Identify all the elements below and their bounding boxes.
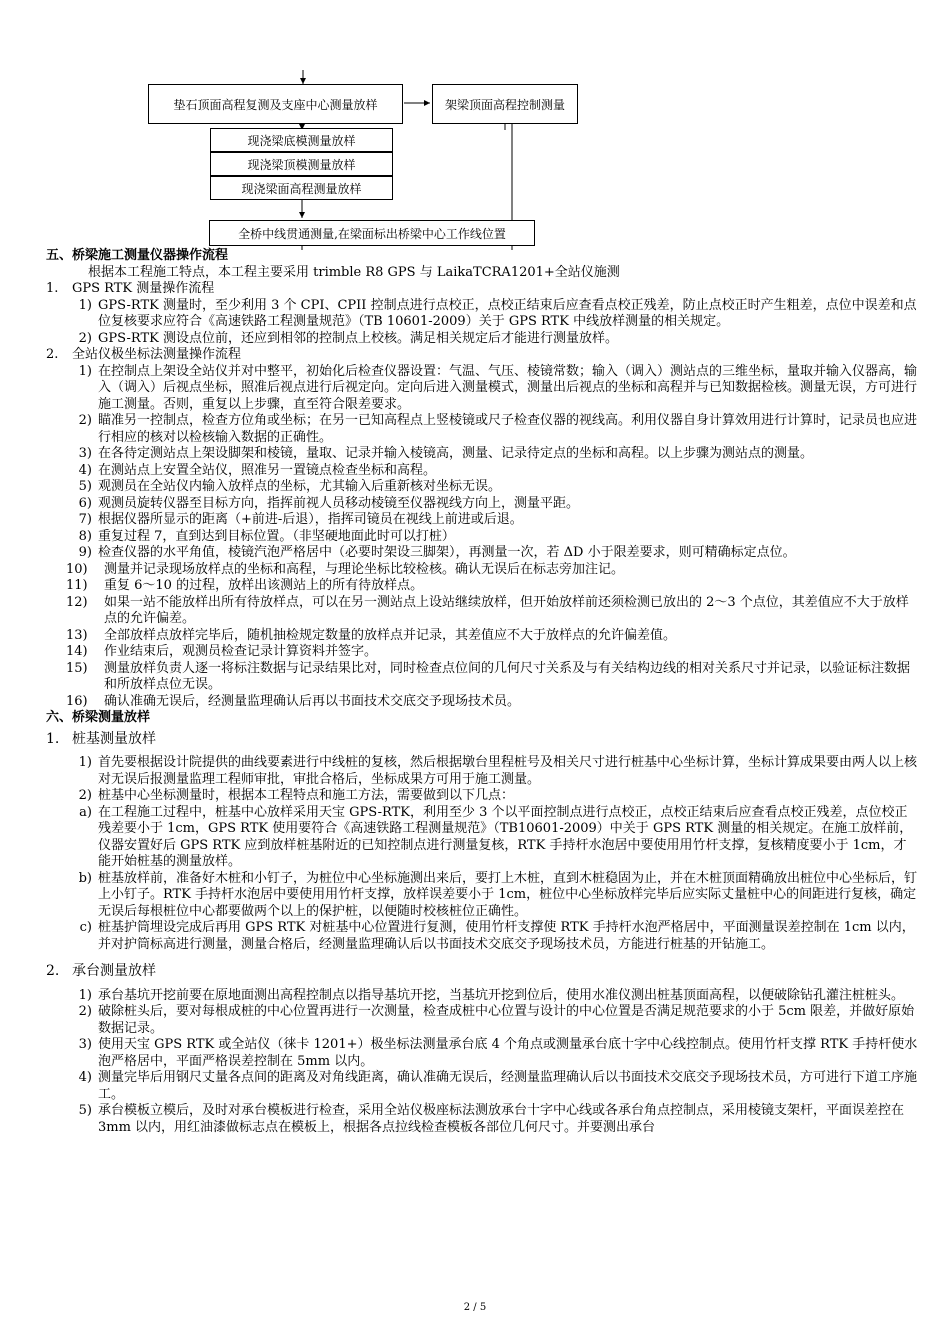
subsection-title: 承台测量放样 — [72, 963, 156, 979]
item-number: 4) — [78, 462, 92, 478]
section-6-title: 六、桥梁测量放样 — [46, 710, 151, 725]
item-number: 14) — [66, 644, 88, 659]
list-item — [46, 578, 918, 595]
item-text: 重复 6～10 的过程，放样出该测站上的所有待放样点。 — [104, 578, 424, 593]
section-5-intro: 根据本工程施工特点，本工程主要采用 trimble R8 GPS 与 LaikaTCRA1201+全站仪施测 — [88, 264, 620, 280]
list-item — [46, 562, 918, 579]
item-text: 测量完毕后用钢尺丈量各点间的距离及对角线距离，确认准确无误后，经测量监理确认后以书面技术交底交予现场技术员，方可进行下道工序施工。 — [98, 1070, 918, 1102]
item-number: c) — [79, 920, 92, 935]
item-text: 瞄准另一控制点，检查方位角或坐标；在另一已知高程点上竖棱镜或尺子检查仪器的视线高。利用仪器自身计算效用进行计算时，记录员也应进行相应的核对以检核输入数据的正确性。 — [98, 413, 918, 445]
flow-box-beam-elevation-control: 架梁顶面高程控制测量 — [432, 84, 578, 124]
subsection-number: 2. — [46, 347, 59, 362]
item-number: a) — [79, 804, 92, 820]
item-text: 在各待定测站点上架设脚架和棱镜，量取、记录并输入棱镜高，测量、记录待定点的坐标和高程。以上步骤为测站点的测量。 — [98, 446, 814, 461]
item-number: 1) — [78, 755, 92, 770]
item-number: 3) — [78, 446, 92, 461]
list-item — [46, 595, 918, 628]
section-5-title: 五、桥梁施工测量仪器操作流程 — [46, 248, 229, 263]
list-item — [46, 364, 918, 414]
item-text: 破除桩头后，要对每根成桩的中心位置再进行一次测量，检查成桩中心位置与设计的中心位置是否满足规范要求的小于 5cm 限差，并做好原始数据记录。 — [98, 1004, 915, 1036]
item-text: 测量并记录现场放样点的坐标和高程，与理论坐标比较检核。确认无误后在标志旁加注记。 — [104, 561, 625, 577]
item-text: GPS-RTK 测设点位前，还应到相邻的控制点上校核。满足相关规定后才能进行测量放样。 — [98, 330, 618, 346]
sec5-subsection-1 — [46, 281, 918, 298]
document-body — [46, 248, 918, 1136]
item-number: 15) — [66, 660, 88, 676]
item-text: 如果一站不能放样出所有待放样点，可以在另一测站点上设站继续放样，但开始放样前还须检测已放出的 2～3 个点位，其差值应不大于放样点的允许偏差。 — [104, 594, 909, 626]
list-item — [46, 805, 918, 871]
subsection-title: 桩基测量放样 — [72, 730, 156, 747]
list-item — [46, 920, 918, 953]
list-item — [46, 331, 918, 348]
item-text: 确认准确无误后，经测量监理确认后再以书面技术交底交予现场技术员。 — [104, 693, 521, 709]
item-number: 4) — [78, 1070, 92, 1085]
list-item — [46, 1037, 918, 1070]
subsection-title: GPS RTK 测量操作流程 — [72, 281, 215, 296]
item-text: 测量放样负责人逐一将标注数据与记录结果比对，同时检查点位间的几何尺寸关系及与有关结构边线的相对关系尺寸并记录，以验证标注数据和所放样点位无误。 — [104, 660, 911, 692]
sec6-subsection-2 — [46, 963, 918, 980]
subsection-number: 2. — [46, 963, 60, 979]
item-text: 桩基放样前，准备好木桩和小钉子，为桩位中心坐标施测出来后，要打上木桩，直到木桩稳固为止，并在木桩顶面精确放出桩位中心坐标后，钉上小钉子。RTK 手持杆水泡居中要使用用竹杆支撑，放样误差要小于 1cm，桩位中心坐标放样完毕后应实际丈量桩中心的间距进行复核，确定无误后每根桩位中心都要做两个以上的保护桩，以便随时校核桩位正确性。 — [98, 870, 918, 919]
subsection-title: 全站仪极坐标法测量操作流程 — [72, 347, 242, 362]
list-item — [46, 529, 918, 546]
item-text: GPS-RTK 测量时，至少利用 3 个 CPI、CPII 控制点进行点校正，点校正结束后应查看点校正残差，防止点校正时产生粗差，点位中误差和点位复核要求应符合《高速铁路工程测量规范》（TB 10601-2009）关于 GPS RTK 中线放样测量的相关规定。 — [98, 297, 917, 329]
flow-box-top-form: 现浇梁顶模测量放样 — [210, 152, 393, 176]
item-number: 2) — [78, 413, 92, 428]
item-text: 在测站点上安置全站仪，照准另一置镜点检查坐标和高程。 — [98, 462, 437, 478]
item-number: 16) — [66, 693, 88, 709]
list-item — [46, 545, 918, 562]
flow-box-bottom-form: 现浇梁底模测量放样 — [210, 128, 393, 152]
item-text: 重复过程 7，直到达到目标位置。（非坚硬地面此时可以打桩） — [98, 528, 455, 544]
list-item — [46, 413, 918, 446]
item-number: 2) — [78, 1004, 92, 1019]
item-text: 承台基坑开挖前要在原地面测出高程控制点以指导基坑开挖，当基坑开挖到位后，使用水准仪测出桩基顶面高程，以便破除钻孔灌注桩桩头。 — [98, 987, 905, 1003]
subsection-number: 1. — [46, 281, 59, 296]
flow-box-deck-elevation: 现浇梁面高程测量放样 — [210, 176, 393, 200]
list-item — [46, 628, 918, 645]
item-number: 3) — [78, 1037, 92, 1052]
item-number: 12) — [66, 594, 88, 610]
item-number: 5) — [78, 1103, 92, 1118]
list-item — [46, 512, 918, 529]
flow-box-bearing-survey: 垫石顶面高程复测及支座中心测量放样 — [148, 84, 403, 124]
item-number: 7) — [78, 512, 92, 527]
item-number: b) — [78, 870, 92, 886]
list-item — [46, 298, 918, 331]
flow-box-centerline-survey: 全桥中线贯通测量,在梁面标出桥梁中心工作线位置 — [209, 220, 535, 246]
list-item — [46, 694, 918, 711]
item-text: 观测员在全站仪内输入放样点的坐标，尤其输入后重新核对坐标无误。 — [98, 479, 502, 494]
item-number: 8) — [78, 528, 92, 544]
item-number: 6) — [78, 495, 92, 511]
item-number: 9) — [78, 545, 92, 560]
list-item — [46, 788, 918, 805]
subsection-number: 1. — [46, 730, 60, 747]
page-number: 2 / 5 — [463, 1302, 487, 1313]
list-item — [46, 1103, 918, 1136]
item-text: 根据仪器所显示的距离（+前进-后退），指挥司镜员在视线上前进或后退。 — [98, 512, 523, 527]
item-number: 13) — [66, 627, 88, 643]
item-number: 11) — [66, 578, 88, 593]
sec5-subsection-2 — [46, 347, 918, 364]
item-number: 5) — [78, 479, 92, 494]
sec6-list-1 — [46, 755, 918, 953]
item-text: 在工程施工过程中，桩基中心放样采用天宝 GPS-RTK，利用至少 3 个以平面控制点进行点校正，点校正结束后应查看点校正残差，点位校正残差要小于 1cm，GPS RTK 使用要符合《高速铁路工程测量规范》（TB10601-2009）中关于 GPS RTK 测量的相关规定。在施工放样前，仪器安置好后 GPS RTK 应到放样桩基附近的已知控制点进行测量复核，RTK 手持杆水泡居中要使用用竹杆支撑，复核精度要小于 1cm，才能开始桩基的测量放样。 — [98, 804, 913, 869]
list-item — [46, 1004, 918, 1037]
sec5-list-1 — [46, 298, 918, 348]
item-text: 桩基护筒埋设完成后再用 GPS RTK 对桩基中心位置进行复测，使用竹杆支撑使 RTK 手持杆水泡严格居中，平面测量误差控制在 1cm 以内，并对护筒标高进行测量，测量合格后，经测量监理确认后以书面技术交底交予现场技术员，方能进行桩基的开钻施工。 — [98, 920, 915, 952]
item-text: 使用天宝 GPS RTK 或全站仪（徕卡 1201+）极坐标法测量承台底 4 个角点或测量承台底十字中心线控制点。使用竹杆支撑 RTK 手持杆使水泡严格居中，平面严格误差控制在 5mm 以内。 — [98, 1037, 918, 1069]
sec6-list-2 — [46, 988, 918, 1137]
list-item — [46, 755, 918, 788]
list-item — [46, 871, 918, 921]
item-number: 2) — [78, 788, 92, 803]
item-text: 检查仪器的水平角值，棱镜汽泡严格居中（必要时架设三脚架），再测量一次，若 ΔD 小于限差要求，则可精确标定点位。 — [98, 545, 796, 560]
item-number: 1) — [78, 297, 92, 313]
sec6-subsection-1 — [46, 731, 918, 748]
sec5-list-2 — [46, 364, 918, 711]
item-number: 1) — [78, 987, 92, 1003]
item-text: 桩基中心坐标测量时，根据本工程特点和施工方法，需要做到以下几点： — [98, 788, 515, 803]
list-item — [46, 988, 918, 1005]
item-text: 承台模板立模后，及时对承台模板进行检查，采用全站仪极座标法测放承台十字中心线或各承台角点控制点，采用棱镜支架杆，平面误差控在 3mm 以内，用红油漆做标志点在模板上，根据各点拉线检查模板各部位几何尺寸。并要测出承台 — [98, 1103, 905, 1135]
list-item — [46, 644, 918, 661]
flowchart-connectors — [0, 0, 950, 250]
item-text: 全部放样点放样完毕后，随机抽检规定数量的放样点并记录，其差值应不大于放样点的允许偏差值。 — [104, 627, 677, 643]
item-text: 在控制点上架设全站仪并对中整平，初始化后检查仪器设置：气温、气压、棱镜常数；输入（调入）测站点的三维坐标，量取并输入仪器高，输入（调入）后视点坐标，照准后视点进行后视定向。定向后进入测量模式，测量出后视点的坐标和高程并与已知数据检核。测量无误，方可进行施工测量。否则，重复以上步骤，直至符合限差要求。 — [98, 363, 918, 412]
item-text: 作业结束后，观测员检查记录计算资料并签字。 — [104, 644, 378, 659]
item-number: 1) — [78, 363, 92, 379]
list-item — [46, 661, 918, 694]
item-text: 首先要根据设计院提供的曲线要素进行中线桩的复核，然后根据墩台里程桩号及相关尺寸进行桩基中心坐标计算，坐标计算成果要由两人以上核对无误后报测量监理工程师审批，审批合格后，坐标成果方可用于施工测量。 — [98, 755, 918, 787]
item-text: 观测员旋转仪器至目标方向，指挥前视人员移动棱镜至仪器视线方向上，测量平距。 — [98, 495, 580, 511]
list-item — [46, 463, 918, 480]
list-item — [46, 496, 918, 513]
list-item — [46, 1070, 918, 1103]
list-item — [46, 479, 918, 496]
item-number: 10) — [66, 561, 88, 577]
list-item — [46, 446, 918, 463]
item-number: 2) — [78, 330, 92, 346]
